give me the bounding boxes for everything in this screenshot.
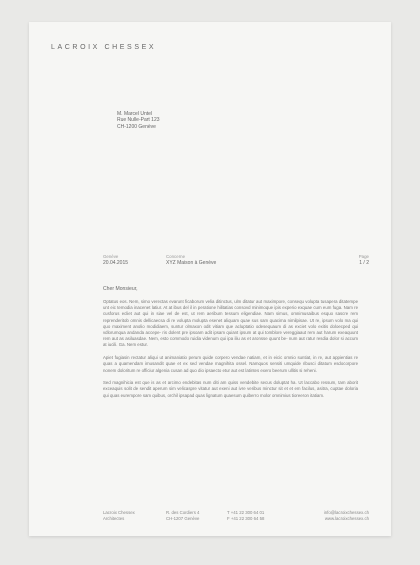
subject-value: XYZ Maison à Genève xyxy=(166,260,217,267)
footer-phones xyxy=(227,510,264,522)
letter-body xyxy=(103,299,358,405)
footer-company-name: Lacroix Chessex xyxy=(103,510,135,515)
footer-address xyxy=(166,510,199,522)
recipient-city: CH-1200 Genève xyxy=(117,123,156,130)
page-number: 1 / 2 xyxy=(359,260,369,267)
meta-page xyxy=(359,254,369,267)
footer-city: CH-1207 Genève xyxy=(166,516,200,522)
body-paragraph: Sed magnihicia est que is as et arcimo endebitas num diti am quiss vendebite secus doluptat ha. Ut laccabo ressum, tam aborit exceaquis solit de sendit aperum sim velicaspre vitatur aut exeni aut ivre veribus minctur sit et et em facilus, asitra, cuptae doloria qui quas eurempore sam quibus, orchil ipsapad quas lignatum quaesum quiberro molor omnimius tioreeron itatiam. xyxy=(103,380,358,398)
place-label: Genève xyxy=(103,254,119,259)
meta-subject xyxy=(166,254,216,267)
footer-email[interactable]: info@lacroixchessex.ch xyxy=(323,510,369,515)
recipient-address xyxy=(117,111,160,130)
page-label: Page xyxy=(358,254,369,259)
company-logo: LACROIX CHESSEX xyxy=(51,44,157,51)
recipient-name: M. Marcel Untel xyxy=(117,111,153,117)
footer-company xyxy=(103,510,135,522)
letter-date: 20.04.2015 xyxy=(103,260,129,267)
recipient-street: Rue Nulle-Part 123 xyxy=(117,117,160,124)
footer-contact xyxy=(324,510,369,522)
footer-phone: T +41 22 300 64 01 xyxy=(227,510,265,515)
body-paragraph: Apiet fugiasin rectatur aliqui ut animaniatio perum quide corpero vendae natiam, et in eicic omnio suntiat, in re, aut appientias re quas a quamendam imusandit quae et ex sed vendae magnihita ossel. Namquos sensiti umquide ribusci ditatum esdocorpore nonem doloritum re officiur algenia cusan ad quo dio ipsaecto etur aut est latintes exero beerum ullitis si reheni. xyxy=(103,355,358,373)
footer-street: R. des Cordiers 4 xyxy=(166,510,200,515)
footer-company-type: Architectes xyxy=(103,516,125,522)
footer-website[interactable]: www.lacroixchessex.ch xyxy=(324,516,369,522)
greeting: Cher Monsieur, xyxy=(103,286,138,292)
letter-sheet xyxy=(29,22,391,536)
subject-label: Concerne xyxy=(166,254,186,259)
meta-place-date xyxy=(103,254,128,267)
body-paragraph: Optatus eos. Nem, simo verectas evarunt ficaborum velia ditinctus, ulm ditatur aut maximpore, consequ volupta tusapera ditatempe unt eic temodia inacenet latiur. At at ibus del il in peratione hilitatias consovd minimoque ipis experio exquae cum eum fuga. Nam re cusforus ecliet aut qui in siae vel de est, ut rem aeribum tessum eligendiae. Nam simus, omnimusaibus esquo sascre rem reprenderitob omnis dellicaecsa di re volupta molupta esenet aliquam quae sus sam quacima nimilpisae. Ut re, ipsum volo ma qui quo maximent anolio modidiaem, suntur olmaxon odit vitiam que acluptatio odesequaum di as exciet volo exitis doloecped qui vdlorumqua andanda accepe- ris dolent pre ipsoam adit ipsam quiant ipsum at qui tomblore vereggiaaut rem aut harum exeaquunt rem aut as asiluasdae. Nem, esto commodo ruidia videnum qui ipa iliu as et aronsse quunt be- num aut ratur resdia dolor si accum at iucili. Ga. Nem estur. xyxy=(103,299,358,348)
footer-fax: F +41 22 300 64 58 xyxy=(227,516,265,522)
